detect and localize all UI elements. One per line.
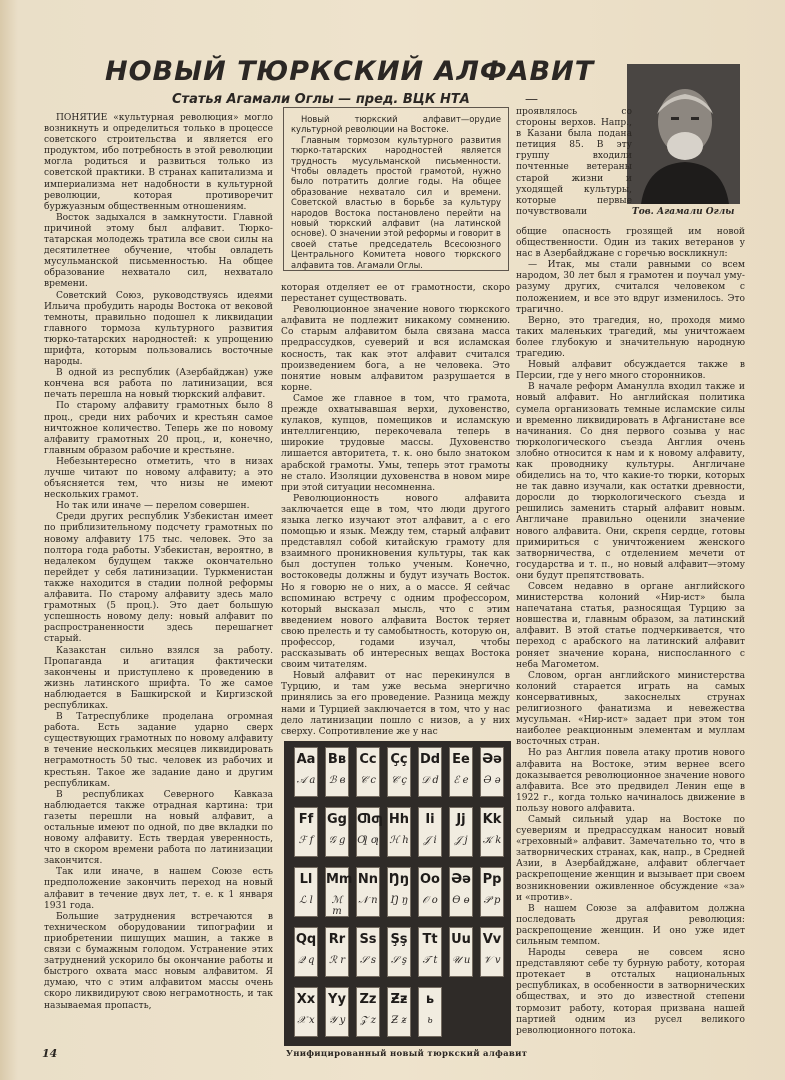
alphabet-letter-cell	[449, 807, 473, 857]
alphabet-upper: Cc	[359, 752, 377, 767]
alphabet-upper: Yy	[328, 992, 346, 1007]
paragraph: проявлялось со стороны верхов. Напр., в Казани была подана петиция 85. В эту группу входили почтенные ветераны старой жизни и уходящей культуры, которые первые почувствовали	[516, 107, 632, 217]
alphabet-handwritten: ℛ r	[329, 955, 345, 966]
paragraph: которая отделяет ее от грамотности, скоро перестанет существовать.	[281, 283, 510, 305]
alphabet-letter-cell	[449, 747, 473, 797]
paragraph: ПОНЯТИЕ «культурная революция» могло возникнуть и определиться только в процессе советского строительства и является его продуктом, ибо потребность в этой революции могла родиться и развиться только из советской практики. В странах капитализма и империализма нет надобности в культурной революции, которая противоречит буржуазным общественным отношениям.	[44, 113, 273, 212]
alphabet-upper: Hh	[388, 812, 410, 827]
alphabet-upper: Kk	[482, 812, 502, 827]
paragraph: Небезынтересно отметить, что в низах лучше читают по новому алфавиту; а это объясняется тем, что низы не имеют нескольких грамот.	[44, 456, 273, 501]
paragraph: Революционность нового алфавита заключается еще в том, что люди другого языка легко изучают этот алфавит, а с его помощью и язык. Между тем, старый алфавит представлял собой китайскую грамоту для взаимного проникновения культуры, так как был доступен только ученым. Конечно, востоковеды должны и будут изучать Восток. Но я говорю не о них, а о массе. Я сейчас вспоминаю встречу с одним профессором, который высказал мысль, что с этим введением нового алфавита Восток теряет свою прелесть и ту самобытность, которую он, профессор, годами изучал, чтобы рассказывать об интересных вещах Востока своим читателям.	[281, 493, 510, 671]
alphabet-upper: Vv	[482, 932, 502, 947]
alphabet-handwritten: 𝒪 o	[422, 895, 438, 906]
alphabet-letter-cell	[294, 807, 318, 857]
paragraph: В одной из республик (Азербайджан) уже кончена вся работа по латинизации, вся печать перешла на новый тюркский алфавит.	[44, 368, 273, 401]
paragraph: По старому алфавиту грамотных было 8 проц., среди них рабочих и крестьян самое ничтожное количество. Теперь же по новому алфавиту грамотных 20 проц., и, конечно, главным образом рабочие и крестьяне.	[44, 401, 273, 456]
paragraph: Совсем недавно в органе английского министерства колоний «Нир-ист» была напечатана статья, разносящая Турцию за новшества и, главным образом, за латинский алфавит. В этой статье подчеркивается, что переход с арабского на латинский алфавит роняет значение корана, ниспосланного с неба Магометом.	[516, 582, 745, 670]
alphabet-handwritten: ℰ e	[453, 775, 469, 786]
alphabet-upper: Tt	[422, 932, 438, 947]
paragraph: Верно, это трагедия, но, проходя мимо таких маленьких трагедий, мы уничтожаем более глубокую и значительную народную трагедию.	[516, 315, 745, 360]
article-subtitle: Статья Агамали Оглы — пред. ВЦК НТА	[172, 92, 470, 107]
alphabet-handwritten: ℱ f	[298, 835, 314, 846]
alphabet-handwritten: 𝒜 a	[296, 775, 316, 786]
paragraph: Словом, орган английского министерства колоний старается играть на самых консервативных, закоснелых струнах религиозного фанатизма и невежества мусульман. «Нир-ист» задает при этом тон наиболее реакционным элементам и муллам восточных стран.	[516, 670, 745, 748]
alphabet-upper: Ŋŋ	[388, 872, 410, 887]
alphabet-handwritten: 𝒥 j	[454, 835, 468, 846]
alphabet-letter-cell	[325, 807, 349, 857]
alphabet-upper: Zz	[359, 992, 377, 1007]
alphabet-letter-cell	[294, 987, 318, 1037]
alphabet-handwritten: 𝒢 g	[328, 835, 346, 846]
paragraph: Но так или иначе — перелом совершен.	[56, 501, 250, 512]
sidebar-box-text: Главным тормозом культурного развития тюрко-татарских народностей является трудность мусульманской письменности. Чтобы овладеть простой грамотой, нужно было потратить долгие годы. На общее образование нехватало сил и времени. Советской властью в борьбе за культуру народов Востока постановлено перейти на новый тюркский алфавит (на латинской основе). О значении этой реформы и говорит в своей статье председатель Всесоюзного Центрального Комитета нового тюркского алфавита тов. Агамали Оглы.	[291, 134, 501, 270]
alphabet-handwritten: Ө ө	[452, 895, 470, 906]
column-3	[516, 227, 745, 1042]
paragraph: — Итак, мы стали равными со всем народом, 30 лет был я грамотен и поучал уму-разуму других, считался человеком с положением, и все это вдруг изменилось. Это трагично.	[516, 260, 745, 315]
alphabet-upper: Jj	[456, 812, 466, 827]
alphabet-upper: Çç	[390, 752, 408, 767]
alphabet-letter-cell	[356, 927, 380, 977]
article-title: НОВЫЙ ТЮРКСКИЙ АЛФАВИТ	[105, 56, 595, 87]
paragraph: Восток задыхался в замкнутости. Главной причиной этому был алфавит. Тюрко-татарская молодежь тратила все свои силы на десятилетнее обучение, чтобы овладеть мусульманской письменностью. На общее образование нехватало сил, нехватало времени.	[44, 212, 273, 290]
alphabet-upper: Ss	[359, 932, 377, 947]
alphabet-upper: Pp	[482, 872, 502, 887]
alphabet-handwritten: ℬ в	[328, 775, 346, 786]
alphabet-letter-cell	[356, 747, 380, 797]
paragraph: Среди других республик Узбекистан имеет по приблизительному подсчету грамотных по новому алфавиту 175 тыс. человек. Это за полтора года работы. Узбекистан, вероятно, в недалеком будущем также окончательно перейдет у себя латинизации. Туркменистан также находится в стадии полной реформы алфавита. По старому алфавиту здесь мало грамотных (5 проц.). Это дает большую успешность новому делу: новый алфавит по распространенности здесь перешагнет старый.	[44, 512, 273, 645]
alphabet-handwritten: 𝒴 y	[328, 1015, 346, 1026]
alphabet-handwritten: 𝒬 q	[297, 955, 315, 966]
alphabet-letter-cell	[356, 987, 380, 1037]
alphabet-handwritten: Ŋ ŋ	[389, 895, 409, 906]
alphabet-letter-cell	[294, 927, 318, 977]
alphabet-handwritten: 𝒰 u	[451, 955, 471, 966]
page-number: 14	[42, 1047, 58, 1060]
alphabet-upper: Gg	[327, 812, 347, 827]
alphabet-upper: ь	[425, 992, 435, 1007]
alphabet-handwritten: 𝒥 i	[423, 835, 437, 846]
alphabet-upper: Uu	[451, 932, 471, 947]
column-1	[44, 113, 273, 1041]
portrait-photo	[627, 64, 740, 204]
sidebar-box-text: Новый тюркский алфавит—орудие культурной революции на Востоке.	[291, 114, 501, 135]
alphabet-chart	[284, 741, 511, 1046]
paragraph: Большие затруднения встречаются в техническом оборудовании типографии и приобретении пишущих машин, а также в связи с бумажным голодом. Устранение этих затруднений ускорило бы окончание работы и быстрого охвата масс новым алфавитом. Я думаю, что с этим алфавитом массы очень скоро ликвидируют свою неграмотность, и так называемая пропасть,	[44, 911, 273, 1011]
alphabet-handwritten: ℒ l	[299, 895, 313, 906]
paragraph: В начале реформ Аманулла входил также и новый алфавит. Но английская политика сумела организовать темные исламские силы и временно ликвидировать в Афганистане все начинания. Со дня первого созыва у нас тюркологического съезда Англия очень злобно относится к нам и к новому алфавиту, как проводнику культуры. Англичане обиделись на то, что какие-то тюрки, которых не так давно изучали, как остатки древности, доросли до тюркологического съезда и решились заменить старый алфавит новым. Англичане правильно оценили значение нового алфавита. Они, скрепя сердце, готовы примириться с уничтожением женского затворничества, с отделением мечети от государства и т. п., но новый алфавит—этому они будут препятствовать.	[516, 382, 745, 581]
alphabet-letter-cell	[387, 867, 411, 917]
paragraph: В Татреспублике проделана огромная работа. Есть задание ударно сверх существующих грамотных по новому алфавиту в течение нескольких месяцев ликвидировать неграмотность 50 тыс. человек из рабочих и крестьян. Такое же задание дано и другим республикам.	[44, 712, 273, 789]
portrait-caption: Тов. Агамали Оглы	[632, 207, 735, 217]
alphabet-upper: Rr	[328, 932, 346, 947]
alphabet-letter-cell	[449, 927, 473, 977]
paragraph: В нашем Союзе за алфавитом должна последовать другая революция: раскрепощение женщин. И оно уже идет сильным темпом.	[516, 903, 745, 947]
alphabet-letter-cell	[418, 747, 442, 797]
alphabet-letter-cell	[480, 807, 504, 857]
paragraph: Самое же главное в том, что грамота, прежде охватывавшая верхи, духовенство, кулаков, купцов, помещиков и исламскую интеллигенцию, перекочевала теперь в широкие трудовые массы. Духовенство лишается авторитета, т. к. оно было знатоком арабской грамоты. Умы, теперь этот грамоты не стало. Изоляции духовенства в новом мире при этой ситуации несомненна.	[281, 393, 510, 493]
sidebar-box	[283, 107, 509, 271]
paragraph: В республиках Северного Кавказа наблюдается также отрадная картина: три газеты перешли на новый алфавит, а остальные имеют по одной, по две вкладки по новому алфавиту. Есть твердая уверенность, что в скором времени работа по латинизации закончится.	[44, 789, 273, 867]
alphabet-letter-cell	[325, 747, 349, 797]
alphabet-letter-cell	[387, 987, 411, 1037]
alphabet-upper: Ll	[299, 872, 313, 887]
alphabet-upper: Dd	[419, 752, 441, 767]
alphabet-upper: Ƶƶ	[390, 992, 408, 1007]
alphabet-handwritten: 𝒦 k	[482, 835, 502, 846]
alphabet-upper: Ee	[452, 752, 470, 767]
alphabet-letter-cell	[356, 867, 380, 917]
alphabet-letter-cell	[294, 747, 318, 797]
alphabet-handwritten: 𝒵 z	[359, 1015, 377, 1026]
alphabet-handwritten: 𝒳 x	[297, 1015, 315, 1026]
alphabet-handwritten: Ƣ ƣ	[357, 835, 379, 846]
alphabet-letter-cell	[480, 927, 504, 977]
alphabet-letter-cell	[418, 807, 442, 857]
alphabet-letter-cell	[418, 987, 442, 1037]
alphabet-caption: Унифицированный новый тюркский алфавит	[286, 1049, 528, 1059]
column-3-top	[516, 107, 632, 227]
alphabet-handwritten: Ə ə	[483, 775, 501, 786]
paragraph: Так или иначе, в нашем Союзе есть предположение закончить переход на новый алфавит в течение двух лет, т. е. к 1 января 1931 года.	[44, 867, 273, 911]
alphabet-handwritten: 𝒮 s	[359, 955, 377, 966]
alphabet-letter-cell	[480, 747, 504, 797]
paragraph: общие опасность грозящей им новой общественности. Один из таких ветеранов у нас в Азербайджане с горечью воскликнул:	[516, 227, 745, 260]
alphabet-handwritten: 𝒮 ş	[390, 955, 408, 966]
alphabet-upper: Xx	[296, 992, 316, 1007]
alphabet-upper: Şş	[390, 932, 408, 947]
alphabet-letter-cell	[294, 867, 318, 917]
alphabet-letter-cell	[418, 927, 442, 977]
subtitle-dash: —	[525, 92, 538, 107]
alphabet-letter-cell	[325, 927, 349, 977]
alphabet-upper: Ii	[425, 812, 435, 827]
alphabet-upper: Əə	[482, 752, 502, 767]
paragraph: Революционное значение нового тюркского алфавита не подлежит никакому сомнению. Со старым алфавитом была связана масса предрассудков, суеверий и вся исламская косность, так как этот алфавит считался произведением бога, а не человека. Это понятие новым алфавитом разрушается в корне.	[281, 305, 510, 393]
paragraph: Самый сильный удар на Востоке по суевериям и предрассудкам наносит новый «греховный» алфавит. Замечательно то, что в затворнических странах, как, напр., в Средней Азии, в Азербайджане, алфавит облегчает раскрепощение женщин и вызывает при своем возникновении оживленное обсуждение «за» и «против».	[516, 814, 745, 903]
alphabet-upper: Əə	[451, 872, 471, 887]
alphabet-upper: Aa	[296, 752, 316, 767]
alphabet-upper: Nn	[357, 872, 379, 887]
alphabet-upper: Oo	[420, 872, 440, 887]
paragraph: Но раз Англия повела атаку против нового алфавита на Востоке, этим вернее всего доказывается революционное значение нового алфавита. Все это предвидел Ленин еще в 1922 г., когда только начиналось движение в пользу нового алфавита.	[516, 748, 745, 814]
alphabet-handwritten: 𝒫 p	[483, 895, 501, 906]
alphabet-handwritten: 𝒞 c	[359, 775, 377, 786]
alphabet-letter-cell	[418, 867, 442, 917]
paragraph: Народы севера не совсем ясно представляют себе ту бурную работу, которая протекает в отсталых национальных республиках, в особенности в затворнических обществах, и это до известной степени тормозит работу, которая призвана нашей партией одним из русел великого революционного потока.	[516, 948, 745, 1036]
alphabet-letter-cell	[387, 747, 411, 797]
alphabet-letter-cell	[356, 807, 383, 857]
alphabet-handwritten: 𝒯 t	[422, 955, 438, 966]
alphabet-upper: Ff	[298, 812, 314, 827]
alphabet-letter-cell	[387, 927, 411, 977]
alphabet-handwritten: ℳ m	[331, 895, 343, 917]
alphabet-handwritten: 𝒞 ç	[390, 775, 408, 786]
alphabet-handwritten: 𝒩 n	[358, 895, 378, 906]
alphabet-upper: Mm	[326, 872, 353, 887]
alphabet-letter-cell	[325, 987, 349, 1037]
alphabet-letter-cell	[480, 867, 504, 917]
alphabet-handwritten: ь	[427, 1015, 433, 1026]
paragraph: Новый алфавит обсуждается также в Персии, где у него много сторонников.	[516, 360, 745, 382]
alphabet-letter-cell	[325, 867, 353, 917]
paragraph: Казакстан сильно взялся за работу. Пропаганда и агитация фактически закончены и приступлено к проведению в жизнь латинского шрифта. То же самое наблюдается в Башкирской и Киргизской республиках.	[44, 645, 273, 711]
column-2	[281, 283, 510, 737]
paragraph: Новый алфавит от нас перекинулся в Турцию, и там уже весьма энергично принялись за его проведение. Разница между нами и Турцией заключается в том, что у нас дело латинизации пошло с низов, а у них сверху. Сопротивление же у нас	[281, 671, 510, 737]
alphabet-handwritten: 𝒱 v	[483, 955, 501, 966]
alphabet-handwritten: 𝒟 d	[421, 775, 439, 786]
alphabet-letter-cell	[387, 807, 411, 857]
paragraph: Советский Союз, руководствуясь идеями Ильича пробудить народы Востока от вековой темноты, правильно подошел к ликвидации главного тормоза культурного развития тюрко-татарских народностей: к упрощению шрифта, которым пользовались восточные народы.	[44, 290, 273, 368]
alphabet-letter-cell	[449, 867, 473, 917]
alphabet-upper: Qq	[295, 932, 317, 947]
alphabet-upper: Ƣƣ	[357, 812, 383, 827]
alphabet-upper: Bв	[327, 752, 347, 767]
alphabet-handwritten: Ƶ ƶ	[391, 1015, 407, 1026]
alphabet-handwritten: ℋ h	[389, 835, 409, 846]
